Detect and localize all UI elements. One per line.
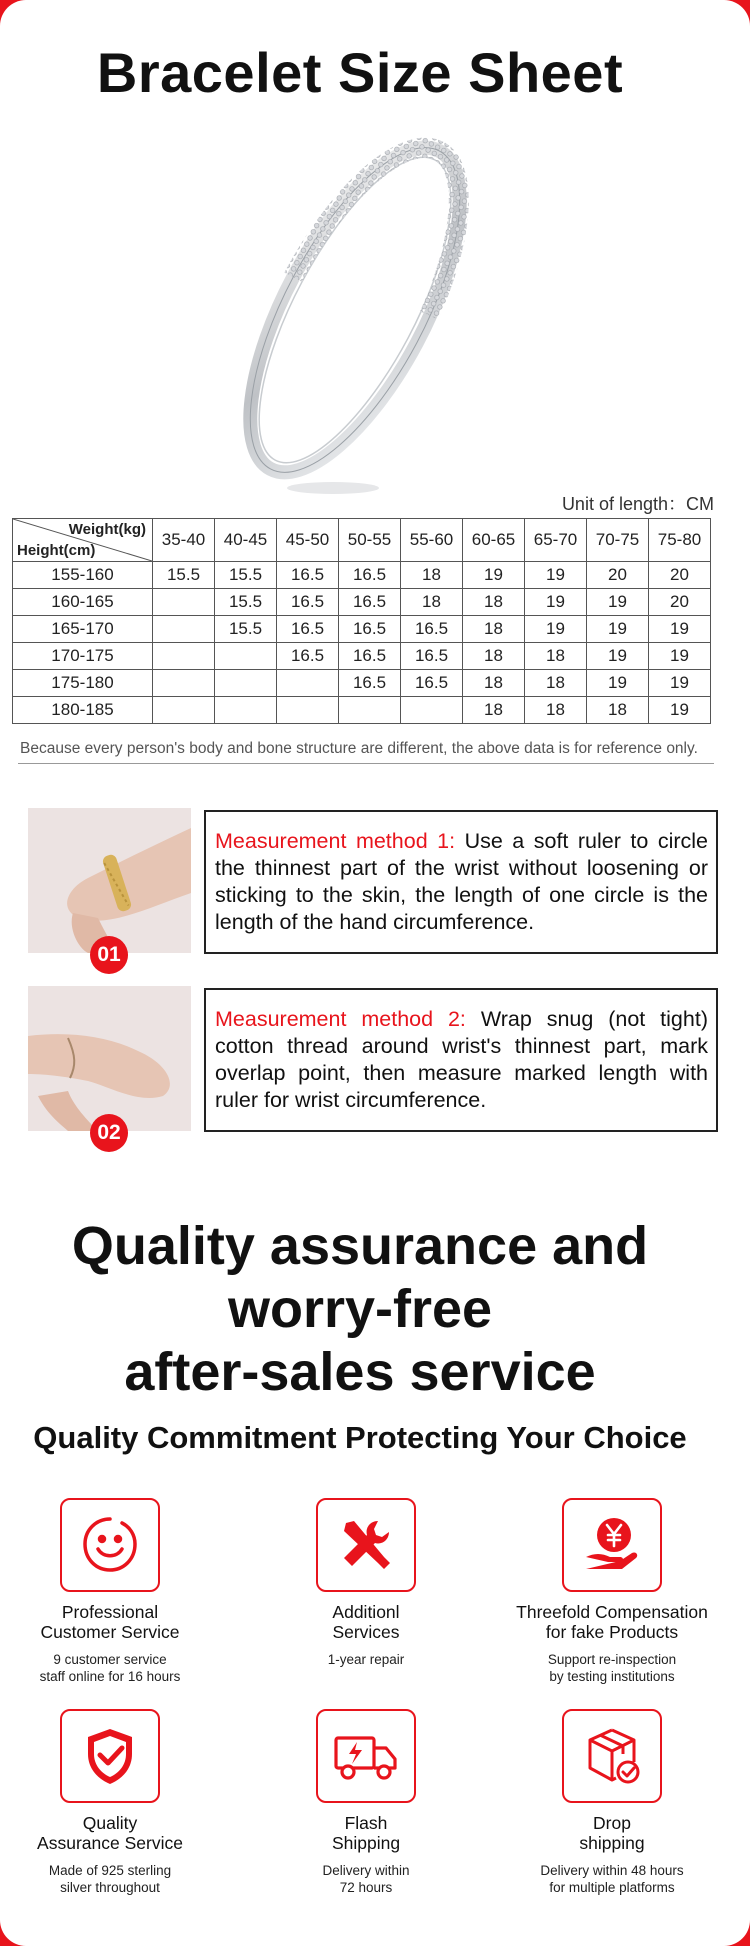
size-cell: 20 — [649, 562, 711, 589]
size-cell — [153, 616, 215, 643]
size-cell — [339, 697, 401, 724]
method-2-text-box — [204, 988, 718, 1132]
size-cell: 15.5 — [215, 589, 277, 616]
size-cell — [277, 697, 339, 724]
size-cell: 19 — [649, 643, 711, 670]
divider — [18, 763, 714, 764]
size-cell: 15.5 — [153, 562, 215, 589]
size-cell: 19 — [525, 616, 587, 643]
service-title: Flash Shipping — [331, 1813, 401, 1853]
method-2-label: Measurement method 2: — [215, 1007, 466, 1031]
size-cell: 18 — [463, 697, 525, 724]
quality-subtitle: Quality Commitment Protecting Your Choice — [33, 1420, 687, 1455]
service-title: Additionl Services — [332, 1602, 400, 1642]
size-cell: 19 — [587, 643, 649, 670]
weight-header: 40-45 — [215, 519, 277, 562]
quality-title-line-1: Quality assurance and — [71, 1216, 649, 1276]
size-cell: 18 — [463, 670, 525, 697]
height-range-cell: 165-170 — [13, 616, 153, 643]
service-compensation — [502, 1498, 722, 1685]
service-desc: Support re-inspection by testing institutions — [547, 1652, 677, 1684]
size-cell — [153, 697, 215, 724]
weight-header: 60-65 — [463, 519, 525, 562]
size-cell: 16.5 — [339, 562, 401, 589]
size-cell: 16.5 — [277, 643, 339, 670]
service-title: Drop shipping — [579, 1813, 645, 1853]
size-cell — [153, 589, 215, 616]
method-2-text: Wrap snug (not tight) cotton thread around wrist's thinnest part, mark overlap point, then measure marked length with ruler for wrist circumference. — [215, 1007, 708, 1112]
size-cell: 16.5 — [339, 616, 401, 643]
size-cell: 19 — [587, 589, 649, 616]
size-cell — [277, 670, 339, 697]
weight-header: 55-60 — [401, 519, 463, 562]
size-cell — [401, 697, 463, 724]
size-cell — [215, 670, 277, 697]
table-header-row — [13, 519, 711, 562]
service-additional — [256, 1498, 476, 1668]
size-cell: 19 — [649, 697, 711, 724]
yen-hand-icon — [562, 1498, 662, 1592]
size-cell — [153, 670, 215, 697]
size-cell — [215, 643, 277, 670]
table-row — [13, 643, 711, 670]
table-row — [13, 616, 711, 643]
weight-header: 65-70 — [525, 519, 587, 562]
method-1-text: Use a soft ruler to circle the thinnest part of the wrist without loosening or sticking to the skin, the length of one circle is the length of the hand circumference. — [215, 829, 708, 934]
service-title: Quality Assurance Service — [37, 1813, 183, 1853]
size-cell: 16.5 — [339, 643, 401, 670]
weight-header: 45-50 — [277, 519, 339, 562]
size-cell: 20 — [649, 589, 711, 616]
size-cell: 20 — [587, 562, 649, 589]
delivery-truck-icon — [316, 1709, 416, 1803]
reference-note: Because every person's body and bone structure are different, the above data is for reference only. — [20, 740, 698, 757]
package-check-icon — [562, 1709, 662, 1803]
service-drop-shipping — [502, 1709, 722, 1896]
size-cell: 19 — [649, 670, 711, 697]
service-flash-shipping — [256, 1709, 476, 1896]
service-customer-service — [0, 1498, 220, 1685]
size-cell: 18 — [587, 697, 649, 724]
service-title: Threefold Compensation for fake Products — [516, 1602, 708, 1642]
smile-face-icon — [60, 1498, 160, 1592]
size-cell: 18 — [463, 616, 525, 643]
table-corner-header — [13, 519, 153, 562]
size-cell: 16.5 — [401, 616, 463, 643]
height-range-cell: 160-165 — [13, 589, 153, 616]
bracelet-image — [215, 110, 495, 505]
method-1-label: Measurement method 1: — [215, 829, 456, 853]
size-cell: 19 — [649, 616, 711, 643]
size-cell: 18 — [525, 697, 587, 724]
size-cell: 18 — [463, 589, 525, 616]
size-cell: 16.5 — [277, 616, 339, 643]
size-cell: 19 — [587, 616, 649, 643]
size-cell: 16.5 — [277, 562, 339, 589]
height-range-cell: 175-180 — [13, 670, 153, 697]
size-cell: 19 — [525, 562, 587, 589]
height-range-cell: 170-175 — [13, 643, 153, 670]
size-cell: 18 — [463, 643, 525, 670]
size-cell: 16.5 — [339, 670, 401, 697]
service-title: Professional Customer Service — [40, 1602, 180, 1642]
step-badge-02: 02 — [90, 1114, 128, 1152]
service-desc: Made of 925 sterling silver throughout — [48, 1863, 172, 1895]
table-row — [13, 670, 711, 697]
height-range-cell: 180-185 — [13, 697, 153, 724]
weight-header: 70-75 — [587, 519, 649, 562]
size-cell: 19 — [587, 670, 649, 697]
size-cell: 16.5 — [277, 589, 339, 616]
height-axis-label: Height(cm) — [17, 542, 96, 559]
size-cell: 16.5 — [339, 589, 401, 616]
service-desc: Delivery within 72 hours — [322, 1863, 410, 1895]
service-desc: 1-year repair — [327, 1652, 405, 1667]
size-cell: 19 — [463, 562, 525, 589]
table-row — [13, 697, 711, 724]
table-row — [13, 589, 711, 616]
unit-of-length-label: Unit of length：CM — [561, 494, 714, 514]
size-cell: 18 — [525, 670, 587, 697]
height-range-cell: 155-160 — [13, 562, 153, 589]
quality-title-line-2: worry-free — [227, 1279, 493, 1339]
method-1-text-box — [204, 810, 718, 954]
wrist-measure-photo-1 — [28, 808, 191, 953]
size-cell — [153, 643, 215, 670]
quality-title-line-3: after-sales service — [124, 1342, 596, 1402]
size-cell — [215, 697, 277, 724]
service-quality-assurance — [0, 1709, 220, 1896]
table-row — [13, 562, 711, 589]
size-cell: 15.5 — [215, 616, 277, 643]
step-badge-01: 01 — [90, 936, 128, 974]
tools-icon — [316, 1498, 416, 1592]
quality-title — [0, 1215, 720, 1404]
weight-header: 75-80 — [649, 519, 711, 562]
weight-header: 50-55 — [339, 519, 401, 562]
size-cell: 18 — [401, 562, 463, 589]
bracelet-size-table — [12, 518, 711, 724]
size-cell: 18 — [401, 589, 463, 616]
wrist-measure-photo-2 — [28, 986, 191, 1131]
size-cell: 19 — [525, 589, 587, 616]
service-desc: Delivery within 48 hours for multiple platforms — [540, 1863, 684, 1895]
size-cell: 16.5 — [401, 643, 463, 670]
size-cell: 18 — [525, 643, 587, 670]
service-desc: 9 customer service staff online for 16 hours — [39, 1652, 181, 1684]
shield-check-icon — [60, 1709, 160, 1803]
page-title: Bracelet Size Sheet — [96, 41, 624, 104]
size-cell: 16.5 — [401, 670, 463, 697]
size-cell: 15.5 — [215, 562, 277, 589]
weight-header: 35-40 — [153, 519, 215, 562]
weight-axis-label: Weight(kg) — [68, 521, 146, 538]
